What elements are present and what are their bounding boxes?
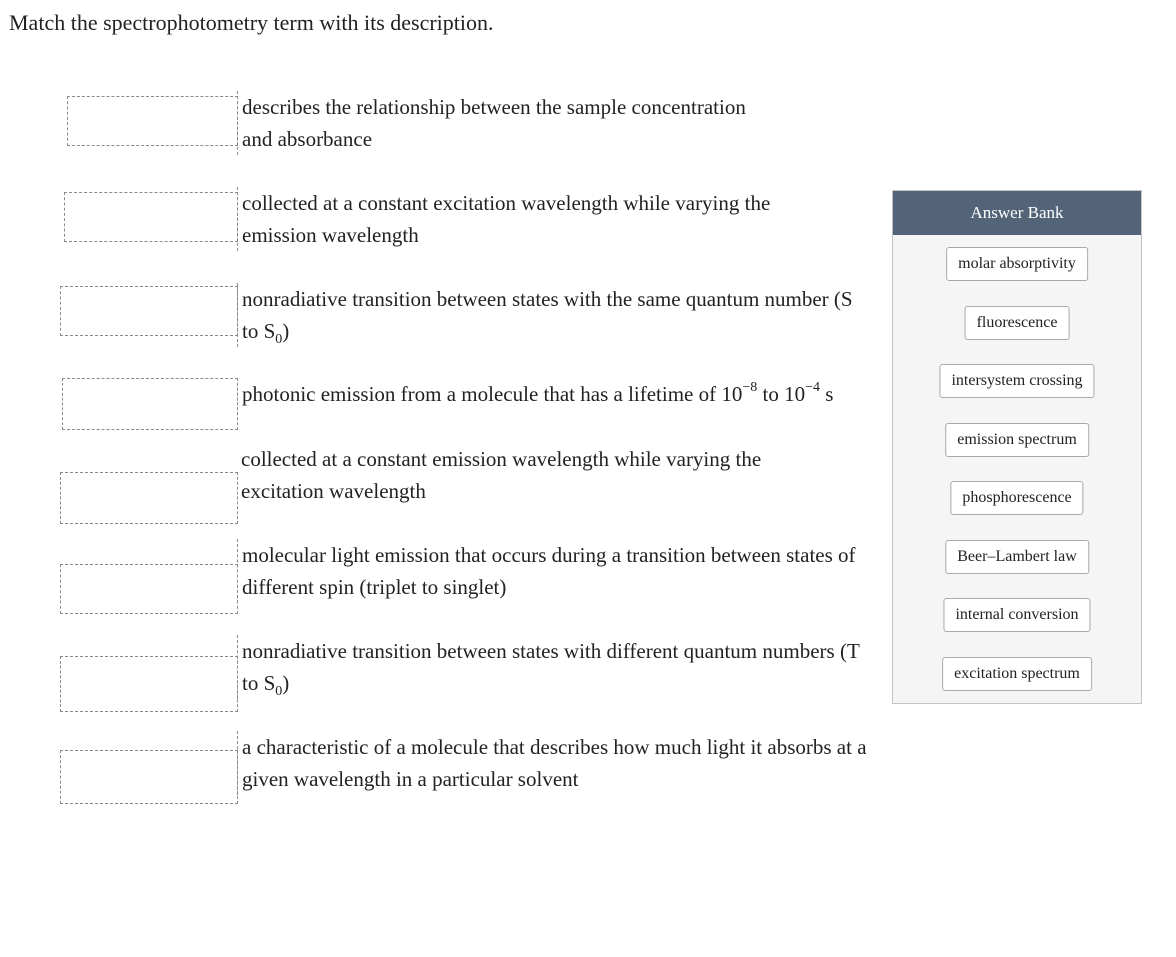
description-7-line-2-text: to S: [242, 671, 276, 695]
question-prompt: Match the spectrophotometry term with its description.: [9, 10, 494, 35]
answer-chip-internal-conversion[interactable]: internal conversion: [943, 598, 1090, 632]
description-4: [237, 378, 896, 410]
description-7-line-2: [242, 667, 896, 699]
answer-chip-beer-lambert-law[interactable]: Beer–Lambert law: [945, 540, 1089, 574]
description-6: [237, 539, 896, 603]
description-4-text-a: photonic emission from a molecule that has a lifetime of 10: [242, 382, 743, 406]
description-3-line-2: [242, 315, 896, 347]
description-8-line-2: given wavelength in a particular solvent: [242, 767, 579, 791]
answer-drop-slot-5[interactable]: [60, 472, 238, 524]
description-2-line-1: collected at a constant excitation wavelength while varying the: [242, 191, 771, 215]
description-4-text-b: to 10: [757, 382, 806, 406]
answer-chip-phosphorescence[interactable]: phosphorescence: [950, 481, 1083, 515]
description-7-line-2-end: ): [282, 671, 290, 695]
answer-chip-molar-absorptivity[interactable]: molar absorptivity: [946, 247, 1088, 281]
description-5-line-2: excitation wavelength: [237, 475, 891, 507]
description-1-line-1: describes the relationship between the sample concentration: [242, 95, 746, 119]
answer-chip-excitation-spectrum[interactable]: excitation spectrum: [942, 657, 1092, 691]
answer-drop-slot-1[interactable]: [67, 96, 238, 146]
description-4-exponent-1: −8: [742, 380, 758, 395]
description-3-line-2-text: to S: [242, 319, 276, 343]
answer-drop-slot-8[interactable]: [60, 750, 238, 804]
description-8-line-1: a characteristic of a molecule that describes how much light it absorbs at a: [242, 735, 867, 759]
description-5-line-1: collected at a constant emission wavelength while varying the: [241, 447, 762, 471]
answer-drop-slot-3[interactable]: [60, 286, 238, 336]
answer-drop-slot-7[interactable]: [60, 656, 238, 712]
answer-drop-slot-2[interactable]: [64, 192, 238, 242]
description-8: [237, 731, 942, 795]
description-6-line-2: different spin (triplet to singlet): [242, 575, 507, 599]
description-5: [237, 443, 891, 507]
description-7: [237, 635, 896, 699]
answer-bank: [892, 190, 1142, 704]
description-4-exponent-2: −4: [805, 380, 821, 395]
description-7-line-1: nonradiative transition between states with different quantum numbers (T: [242, 639, 860, 663]
description-1-line-2: and absorbance: [242, 127, 373, 151]
answer-chip-emission-spectrum[interactable]: emission spectrum: [945, 423, 1089, 457]
answer-drop-slot-4[interactable]: [62, 378, 238, 430]
answer-bank-title: Answer Bank: [893, 191, 1141, 235]
description-3-line-2-end: ): [282, 319, 290, 343]
description-4-text-c: s: [820, 382, 834, 406]
description-3: [237, 283, 896, 347]
description-2: [237, 187, 892, 251]
description-7-subscript: 0: [275, 684, 283, 699]
description-3-subscript: 0: [275, 332, 283, 347]
description-6-line-1: molecular light emission that occurs during a transition between states of: [242, 543, 856, 567]
description-4-line-1: [242, 378, 896, 410]
description-2-line-2: emission wavelength: [242, 223, 419, 247]
answer-chip-intersystem-crossing[interactable]: intersystem crossing: [939, 364, 1094, 398]
description-1: [237, 91, 892, 155]
answer-drop-slot-6[interactable]: [60, 564, 238, 614]
answer-chip-fluorescence[interactable]: fluorescence: [965, 306, 1070, 340]
description-3-line-1: nonradiative transition between states with the same quantum number (S: [242, 287, 853, 311]
